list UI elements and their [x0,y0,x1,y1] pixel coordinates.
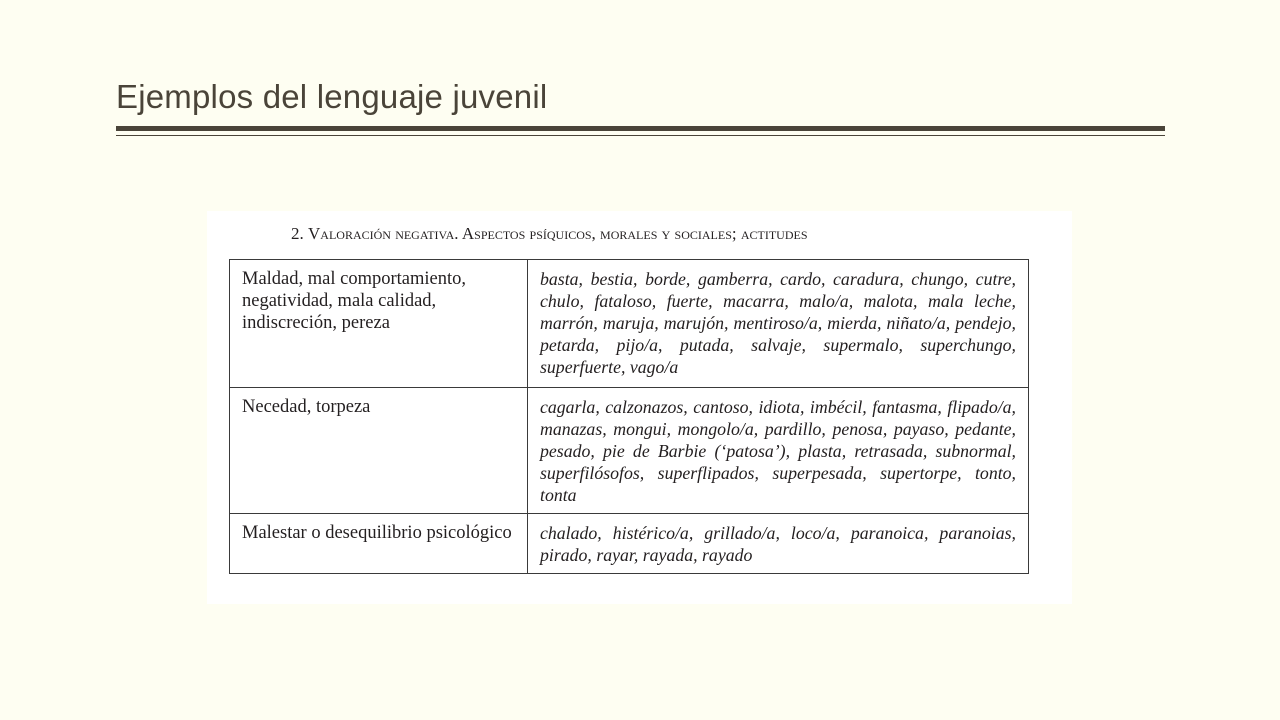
words-cell: cagarla, calzonazos, cantoso, idiota, imbécil, fantasma, flipado/a, manazas, mongui, mongolo/a, pardillo, penosa, payaso, pedante, pesado, pie de Barbie (‘patosa’), plasta, retrasada, subnormal, superfilósofos, superflipados, superpesada, supertorpe, tonto, tonta [528,388,1029,514]
title-underline-thin [116,135,1165,136]
vocabulary-table [229,259,1029,574]
category-cell: Necedad, torpeza [230,388,528,514]
table-row [230,514,1029,574]
scanned-table-image [207,211,1072,604]
words-cell: chalado, histérico/a, grillado/a, loco/a, paranoica, paranoias, pirado, rayar, rayada, rayado [528,514,1029,574]
title-underline-thick [116,126,1165,131]
words-cell: basta, bestia, borde, gamberra, cardo, caradura, chungo, cutre, chulo, fataloso, fuerte, macarra, malo/a, malota, mala leche, marrón, maruja, marujón, mentiroso/a, mierda, niñato/a, pendejo, petarda, pijo/a, putada, salvaje, supermalo, superchungo, superfuerte, vago/a [528,260,1029,388]
slide-title: Ejemplos del lenguaje juvenil [116,78,548,115]
table-heading-text: Valoración negativa. Aspectos psíquicos, morales y sociales; actitudes [308,224,808,243]
table-heading [291,224,808,244]
category-cell: Malestar o desequilibrio psicológico [230,514,528,574]
category-cell: Maldad, mal comportamiento, negatividad, mala calidad, indiscreción, pereza [230,260,528,388]
table-row [230,260,1029,388]
table-row [230,388,1029,514]
table-heading-number: 2. [291,224,304,243]
